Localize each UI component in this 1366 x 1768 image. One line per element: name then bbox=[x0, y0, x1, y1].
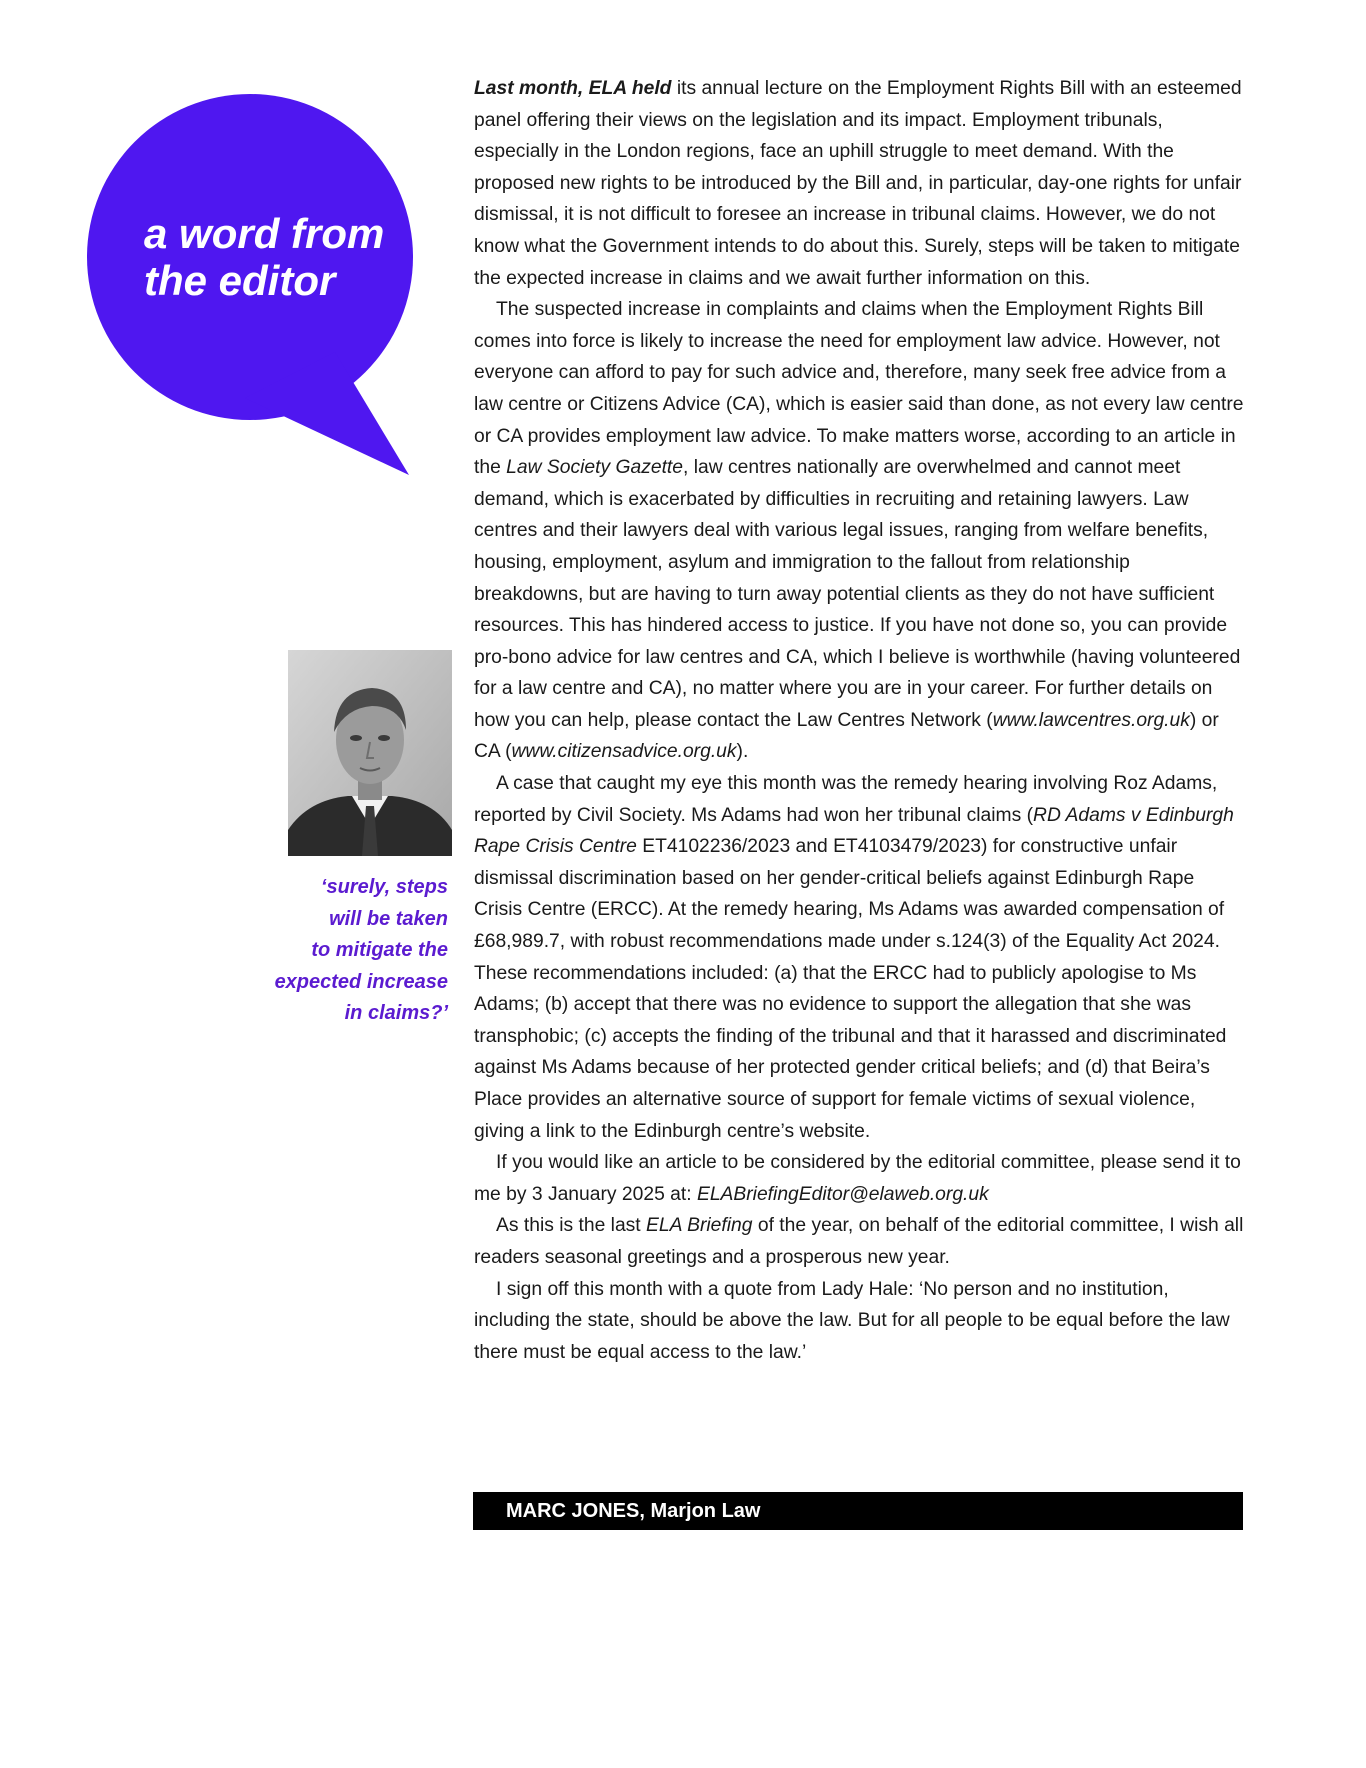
paragraph-text: ) or CA ( bbox=[474, 709, 1219, 763]
editorial-body bbox=[474, 73, 1244, 1368]
paragraph-text: its annual lecture on the Employment Rights Bill with an esteemed panel offering their views on the legislation and its impact. Employment tribunals, especially in the London regions, face an uphill struggle to meet demand. With the proposed new rights to be introduced by the Bill and, in particular, day-one rights for unfair dismissal, it is not difficult to foresee an increase in tribunal claims. However, we do not know what the Government intends to do about this. Surely, steps will be taken to mitigate the expected increase in claims and we await further information on this. bbox=[474, 78, 1242, 289]
citizens-advice-link[interactable]: www.citizensadvice.org.uk bbox=[511, 741, 737, 763]
heading-line-1: a word from bbox=[144, 210, 385, 257]
editor-email-link[interactable]: ELABriefingEditor@elaweb.org.uk bbox=[696, 1183, 989, 1205]
pull-quote bbox=[236, 872, 448, 1030]
paragraph-text: I sign off this month with a quote from Lady Hale: ‘No person and no institution, including the state, should be above the law. But for all people to be equal before the law there must be equal access to the law.’ bbox=[474, 1278, 1230, 1363]
paragraph-2 bbox=[474, 294, 1244, 768]
publication-title: ELA Briefing bbox=[646, 1215, 753, 1237]
editor-portrait-icon bbox=[288, 650, 452, 856]
paragraph-3 bbox=[474, 768, 1244, 1147]
pull-quote-line: to mitigate the bbox=[311, 939, 448, 961]
paragraph-5 bbox=[474, 1210, 1244, 1273]
paragraph-text: of the year, on behalf of the editorial committee, I wish all readers seasonal greetings and a prosperous new year. bbox=[474, 1215, 1244, 1268]
pull-quote-line: in claims?’ bbox=[344, 1002, 448, 1024]
pull-quote-line: expected increase bbox=[274, 970, 448, 993]
pull-quote-line: ‘surely, steps bbox=[320, 876, 448, 898]
paragraph-text: , law centres nationally are overwhelmed and cannot meet demand, which is exacerbated by difficulties in recruiting and retaining lawyers. Law centres and their lawyers deal with various legal issues, ranging from welfare benefits, housing, employment, asylum and immigration to the fallout from relationship breakdowns, but are having to turn away potential clients as they do not have sufficient resources. This has hindered access to justice. If you have not done so, you can provide pro-bono advice for law centres and CA, which I believe is worthwhile (having volunteered for a law centre and CA), no matter where you are in your career. For further details on how you can help, please contact the Law Centres Network ( bbox=[474, 457, 1241, 731]
pull-quote-line: will be taken bbox=[329, 907, 448, 930]
paragraph-4 bbox=[474, 1147, 1244, 1210]
paragraph-text: If you would like an article to be considered by the editorial committee, please send it to me by 3 January 2025 at: bbox=[474, 1152, 1241, 1205]
paragraph-1 bbox=[474, 73, 1244, 294]
portrait-drawing bbox=[288, 650, 452, 856]
publication-title: Law Society Gazette bbox=[506, 457, 684, 479]
paragraph-text: ET4102236/2023 and ET4103479/2023) for constructive unfair dismissal discrimination based on her gender-critical beliefs against Edinburgh Rape Crisis Centre (ERCC). At the remedy hearing, Ms Adams was awarded compensation of £68,989.7, with robust recommendations made under s.124(3) of the Equality Act 2024. These recommendations included: (a) that the ERCC had to publicly apologise to Ms Adams; (b) accept that there was no evidence to support the allegation that she was transphobic; (c) accepts the finding of the tribunal and that it harassed and discriminated against Ms Adams because of her protected gender critical beliefs; and (d) that Beira’s Place provides an alternative source of support for female victims of sexual violence, giving a link to the Edinburgh centre’s website. bbox=[474, 836, 1227, 1142]
paragraph-6 bbox=[474, 1274, 1244, 1369]
lead-in: Last month, ELA held bbox=[474, 78, 672, 99]
section-heading bbox=[144, 210, 444, 304]
paragraph-text: The suspected increase in complaints and claims when the Employment Rights Bill comes into force is likely to increase the need for employment law advice. However, not everyone can afford to pay for such advice and, therefore, many seek free advice from a law centre or Citizens Advice (CA), which is easier said than done, as not every law centre or CA provides employment law advice. To make matters worse, according to an article in the bbox=[474, 299, 1244, 479]
heading-line-2: the editor bbox=[144, 257, 336, 304]
paragraph-text: ). bbox=[736, 741, 749, 763]
law-centres-link[interactable]: www.lawcentres.org.uk bbox=[992, 709, 1190, 731]
paragraph-text: A case that caught my eye this month was the remedy hearing involving Roz Adams, reported by Civil Society. Ms Adams had won her tribunal claims ( bbox=[474, 773, 1218, 826]
case-name: RD Adams v Edinburgh Rape Crisis Centre bbox=[474, 804, 1234, 858]
paragraph-text: As this is the last bbox=[496, 1215, 647, 1237]
author-signoff: MARC JONES, Marjon Law bbox=[473, 1492, 1243, 1530]
